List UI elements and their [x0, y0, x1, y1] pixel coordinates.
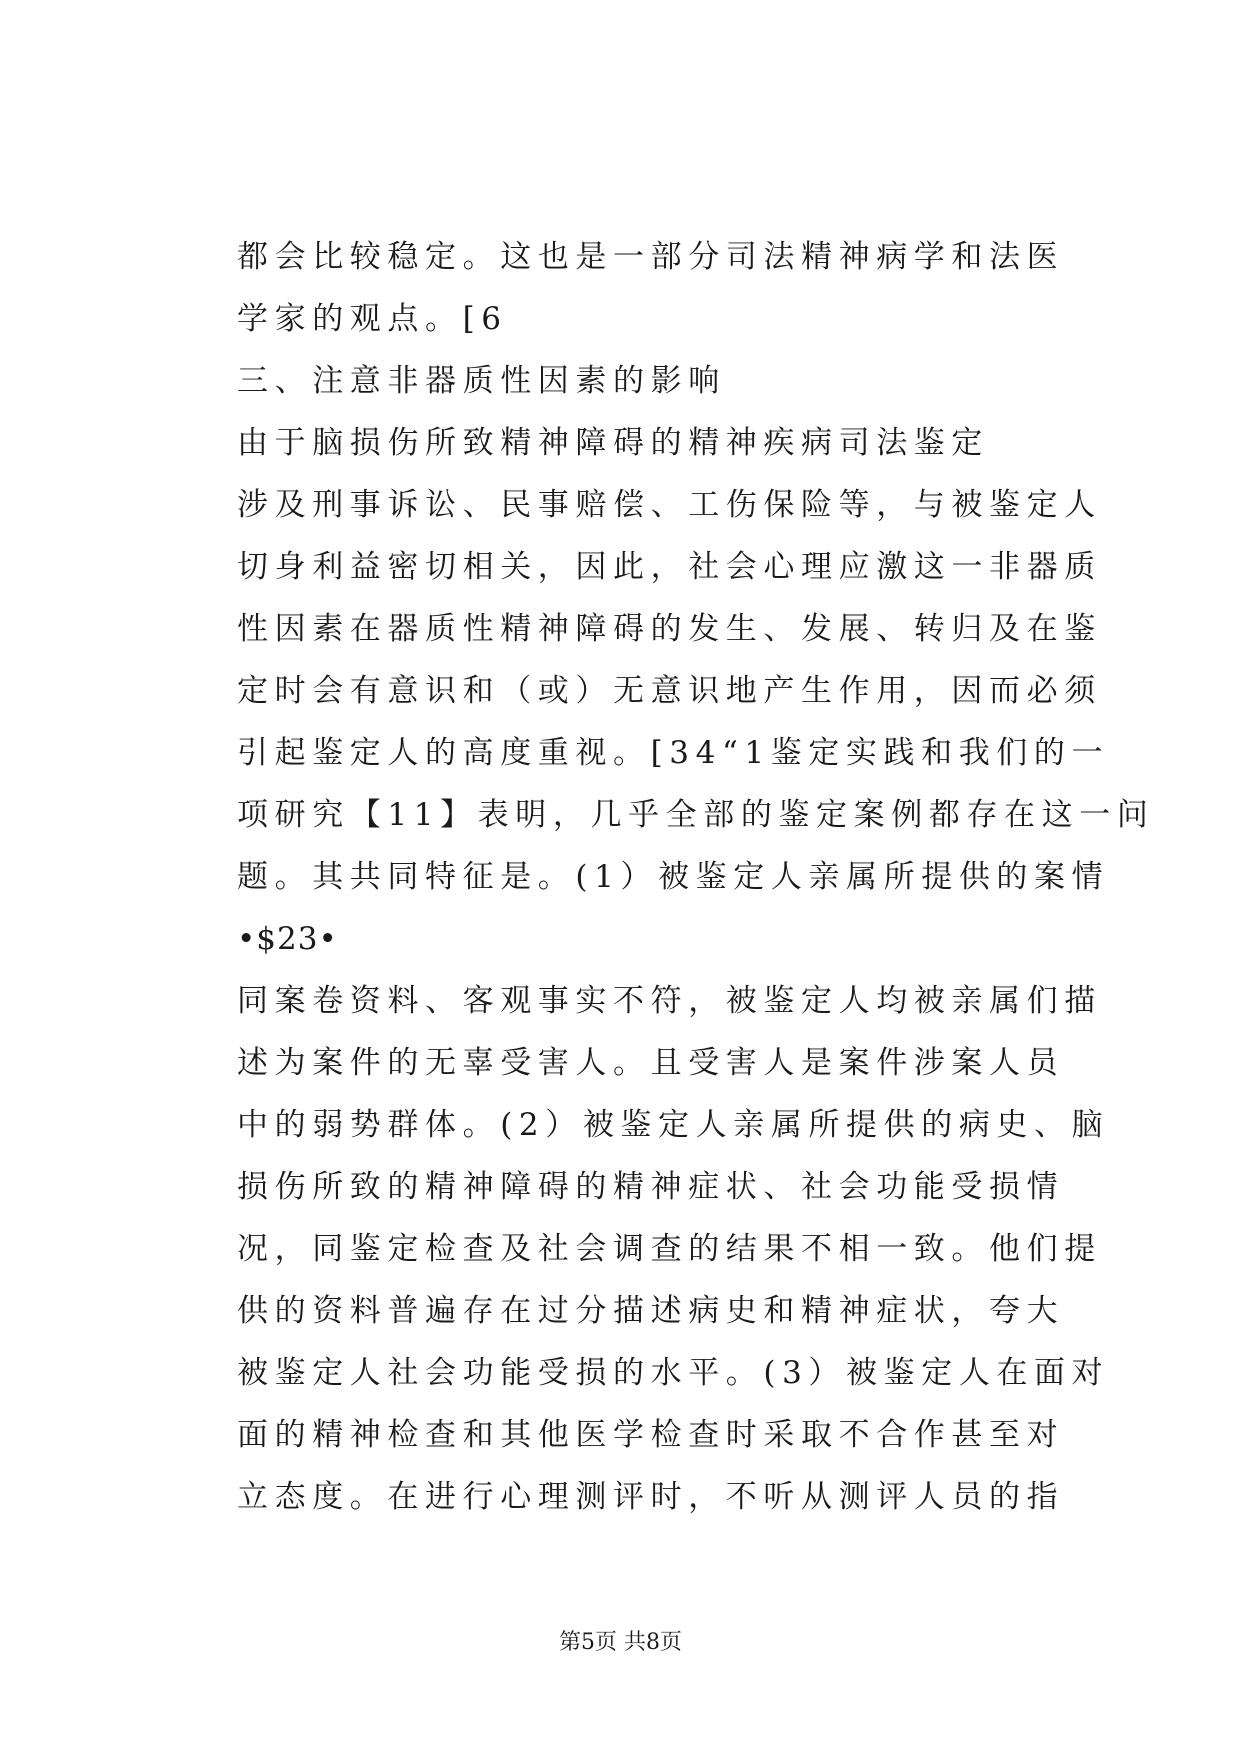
text-line: 项研究【11】表明，几乎全部的鉴定案例都存在这一问 [237, 797, 1155, 833]
text-line: 切身利益密切相关，因此，社会心理应激这一非器质 [237, 549, 1102, 585]
text-line: 被鉴定人社会功能受损的水平。(3）被鉴定人在面对 [237, 1355, 1110, 1391]
text-line: 涉及刑事诉讼、民事赔偿、工伤保险等，与被鉴定人 [237, 487, 1102, 523]
text-line: 由于脑损伤所致精神障碍的精神疾病司法鉴定 [237, 425, 989, 461]
text-line: 性因素在器质性精神障碍的发生、发展、转归及在鉴 [237, 611, 1102, 647]
text-line: 定时会有意识和（或）无意识地产生作用，因而必须 [237, 673, 1102, 709]
page-marker: •$23• [237, 921, 338, 957]
text-line: 同案卷资料、客观事实不符，被鉴定人均被亲属们描 [237, 983, 1102, 1019]
section-heading: 三、注意非器质性因素的影响 [237, 363, 726, 399]
text-line: 供的资料普遍存在过分描述病史和精神症状，夸大 [237, 1293, 1065, 1329]
page-footer: 第5页 共8页 [559, 1630, 682, 1655]
text-line: 中的弱势群体。(2）被鉴定人亲属所提供的病史、脑 [237, 1107, 1110, 1143]
text-line: 立态度。在进行心理测评时，不听从测评人员的指 [237, 1479, 1065, 1515]
text-line: 题。其共同特征是。(1）被鉴定人亲属所提供的案情 [237, 859, 1110, 895]
text-line: 述为案件的无辜受害人。且受害人是案件涉案人员 [237, 1045, 1065, 1081]
text-line: 学家的观点。[6 [237, 301, 508, 337]
text-line: 损伤所致的精神障碍的精神症状、社会功能受损情 [237, 1169, 1065, 1205]
text-line: 都会比较稳定。这也是一部分司法精神病学和法医 [237, 239, 1065, 275]
text-line: 况，同鉴定检查及社会调查的结果不相一致。他们提 [237, 1231, 1102, 1267]
text-line: 引起鉴定人的高度重视。[34“1鉴定实践和我们的一 [237, 735, 1110, 771]
text-line: 面的精神检查和其他医学检查时采取不合作甚至对 [237, 1417, 1065, 1453]
